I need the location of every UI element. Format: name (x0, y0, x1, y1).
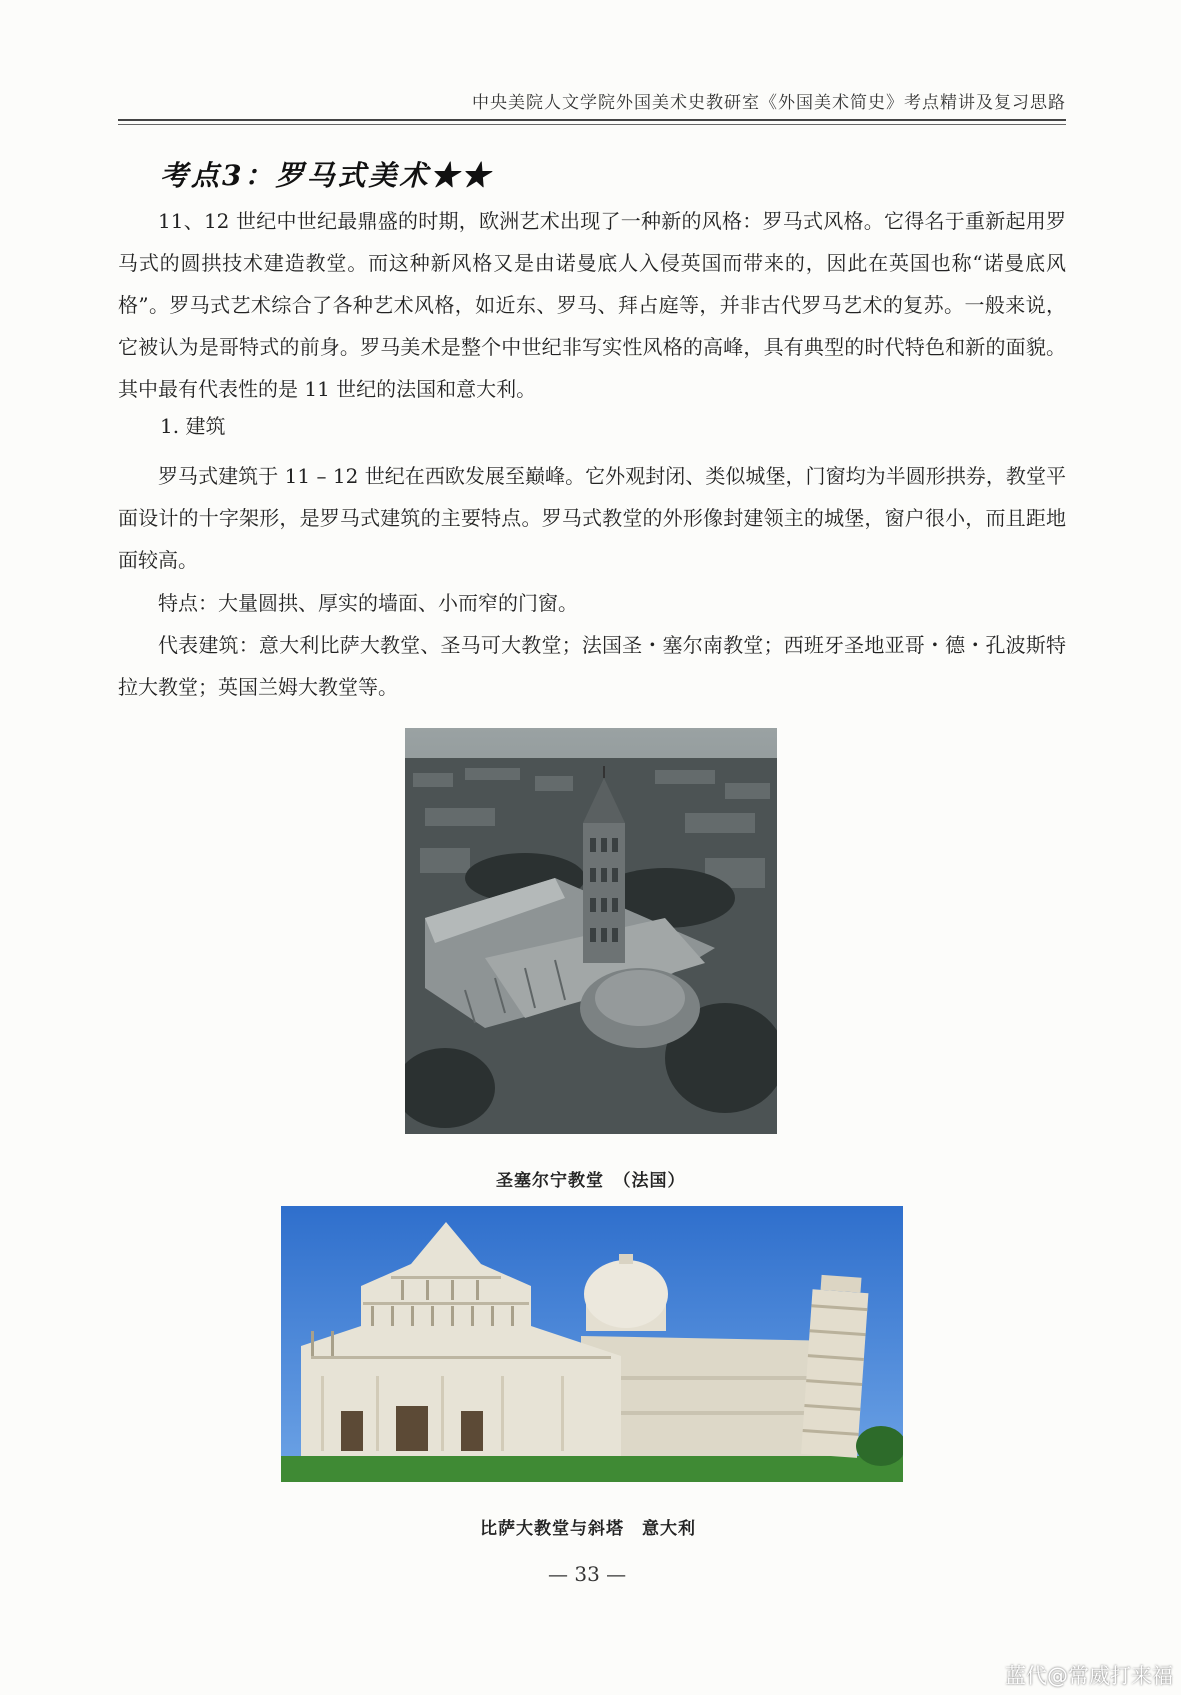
saint-sernin-photo (405, 728, 777, 1134)
architecture-paragraph: 罗马式建筑于 11 – 12 世纪在西欧发展至巅峰。它外观封闭、类似城堡，门窗均为半圆形拱券，教堂平面设计的十字架形，是罗马式建筑的主要特点。罗马式教堂的外形像封建领主的城堡，窗户很小，而且距地面较高。 (118, 464, 1066, 572)
watermark-text: 蓝代@常威打来福 (1005, 1664, 1173, 1688)
figure-caption-saint-sernin: 圣塞尔宁教堂 （法国） (496, 1171, 686, 1191)
features-paragraph: 特点：大量圆拱、厚实的墙面、小而窄的门窗。 (158, 591, 578, 615)
section-title: 考点3：罗马式美术★★ (160, 159, 493, 192)
intro-paragraph: 11、12 世纪中世纪最鼎盛的时期，欧洲艺术出现了一种新的风格：罗马式风格。它得名于重新起用罗马式的圆拱技术建造教堂。而这种新风格又是由诺曼底人入侵英国而带来的，因此在英国也称“诺曼底风格”。罗马式艺术综合了各种艺术风格，如近东、罗马、拜占庭等，并非古代罗马艺术的复苏。一般来说，它被认为是哥特式的前身。罗马美术是整个中世纪非写实性风格的高峰，具有典型的时代特色和新的面貌。其中最有代表性的是 11 世纪的法国和意大利。 (118, 209, 1066, 401)
header-rule-thick (118, 119, 1066, 121)
header-rule-thin (118, 124, 1066, 125)
examples-paragraph: 代表建筑：意大利比萨大教堂、圣马可大教堂；法国圣・塞尔南教堂；西班牙圣地亚哥・德・孔波斯特拉大教堂；英国兰姆大教堂等。 (118, 633, 1066, 699)
page-number: — 33 — (548, 1562, 627, 1586)
running-header: 中央美院人文学院外国美术史教研室《外国美术简史》考点精讲及复习思路 (472, 93, 1066, 113)
figure-caption-pisa: 比萨大教堂与斜塔 意大利 (480, 1519, 696, 1539)
pisa-cathedral-photo (281, 1206, 903, 1482)
subheading-architecture: 1. 建筑 (160, 414, 226, 438)
